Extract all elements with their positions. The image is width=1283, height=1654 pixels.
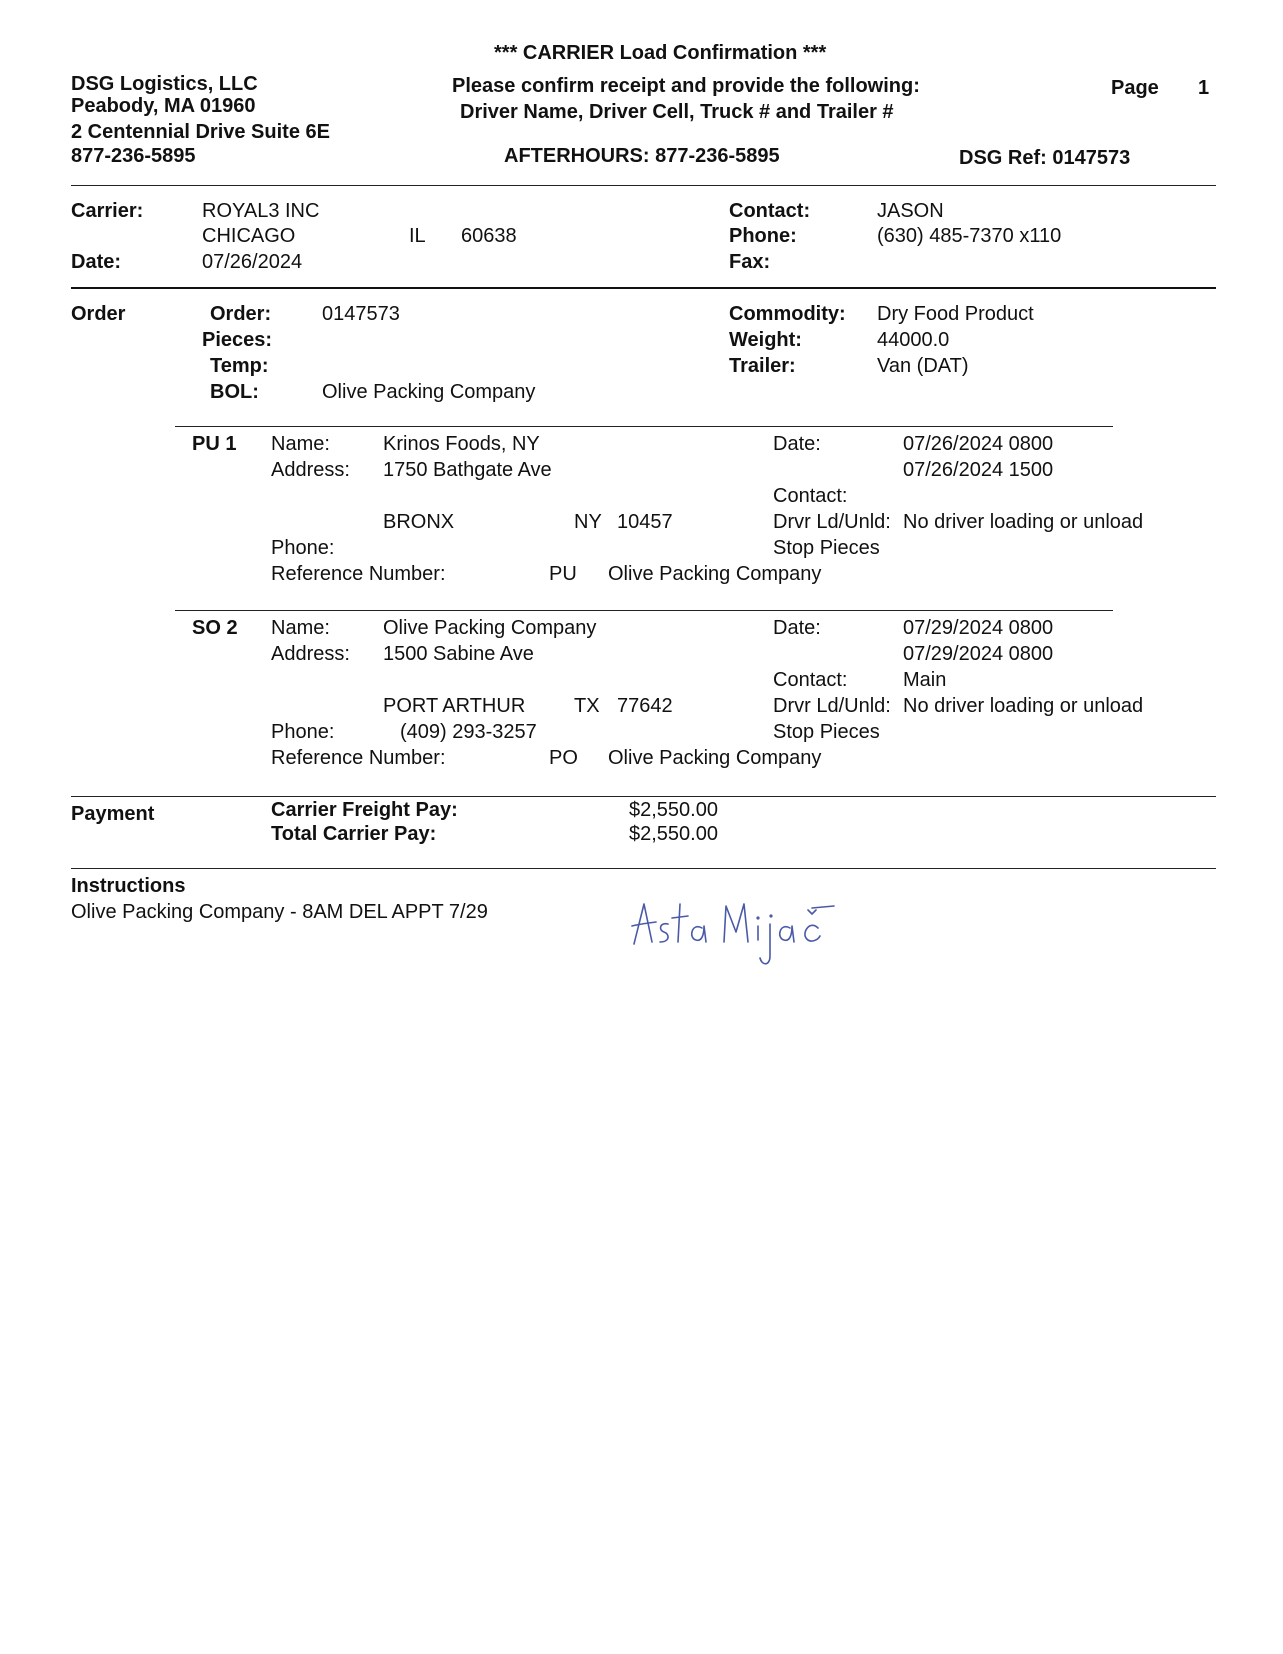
- stop-pieces-label: Stop Pieces: [773, 721, 880, 743]
- divider-carrier: [71, 287, 1216, 289]
- carrier-date: 07/26/2024: [202, 251, 303, 273]
- stop-date-label: Date:: [773, 433, 821, 455]
- carrier-zip: 60638: [461, 225, 517, 247]
- stop-contact: Main: [903, 669, 947, 691]
- instructions-heading: Instructions: [71, 875, 186, 897]
- carrier-phone: (630) 485-7370 x110: [877, 225, 1062, 247]
- dsg-ref: DSG Ref: 0147573: [959, 147, 1131, 169]
- stop-city: PORT ARTHUR: [383, 695, 526, 717]
- pieces-label: Pieces:: [202, 329, 273, 351]
- company-phone: 877-236-5895: [71, 145, 196, 167]
- afterhours-phone: AFTERHOURS: 877-236-5895: [504, 145, 780, 167]
- divider-stop-2: [175, 610, 1113, 611]
- order-section-label: Order: [71, 303, 126, 325]
- stop-name-label: Name:: [271, 617, 330, 639]
- total-carrier-pay-value: $2,550.00: [629, 823, 718, 845]
- carrier-state: IL: [409, 225, 426, 247]
- confirm-instructions-line2: Driver Name, Driver Cell, Truck # and Trailer #: [460, 101, 894, 123]
- stop-driver-load-label: Drvr Ld/Unld:: [773, 695, 891, 717]
- stop-address: 1750 Bathgate Ave: [383, 459, 552, 481]
- stop-phone-label: Phone:: [271, 537, 335, 559]
- stop-zip: 77642: [617, 695, 673, 717]
- trailer-value: Van (DAT): [877, 355, 969, 377]
- stop-name: Krinos Foods, NY: [383, 433, 540, 455]
- carrier-contact: JASON: [877, 200, 944, 222]
- divider-payment: [71, 796, 1216, 797]
- commodity-value: Dry Food Product: [877, 303, 1034, 325]
- company-city-state-zip: Peabody, MA 01960: [71, 95, 256, 117]
- order-number-label: Order:: [210, 303, 272, 325]
- page-label: Page: [1111, 77, 1159, 99]
- company-name: DSG Logistics, LLC: [71, 73, 258, 95]
- divider-instructions: [71, 868, 1216, 869]
- stop-reference-value: Olive Packing Company: [608, 747, 822, 769]
- commodity-label: Commodity:: [729, 303, 846, 325]
- handwritten-signature: [630, 898, 835, 978]
- stop-state: TX: [574, 695, 600, 717]
- stop-reference-type: PO: [549, 747, 578, 769]
- bol-value: Olive Packing Company: [322, 381, 536, 403]
- stop-contact-label: Contact:: [773, 485, 848, 507]
- stop-address: 1500 Sabine Ave: [383, 643, 534, 665]
- divider-stop-1: [175, 426, 1113, 427]
- carrier-city: CHICAGO: [202, 225, 296, 247]
- stop-zip: 10457: [617, 511, 673, 533]
- stop-address-label: Address:: [271, 643, 350, 665]
- confirm-instructions-line1: Please confirm receipt and provide the following:: [452, 75, 920, 97]
- carrier-freight-pay-label: Carrier Freight Pay:: [271, 799, 458, 821]
- carrier-contact-label: Contact:: [729, 200, 811, 222]
- order-number: 0147573: [322, 303, 400, 325]
- weight-value: 44000.0: [877, 329, 950, 351]
- stop-date-end: 07/26/2024 1500: [903, 459, 1054, 481]
- carrier-phone-label: Phone:: [729, 225, 797, 247]
- stop-code: PU 1: [192, 433, 237, 455]
- carrier-name: ROYAL3 INC: [202, 200, 320, 222]
- trailer-label: Trailer:: [729, 355, 796, 377]
- stop-code: SO 2: [192, 617, 238, 639]
- stop-pieces-label: Stop Pieces: [773, 537, 880, 559]
- stop-reference-label: Reference Number:: [271, 747, 446, 769]
- stop-name-label: Name:: [271, 433, 330, 455]
- stop-date-start: 07/26/2024 0800: [903, 433, 1054, 455]
- company-street: 2 Centennial Drive Suite 6E: [71, 121, 330, 143]
- stop-state: NY: [574, 511, 602, 533]
- bol-label: BOL:: [210, 381, 259, 403]
- stop-driver-load-value: No driver loading or unload: [903, 695, 1144, 717]
- stop-date-end: 07/29/2024 0800: [903, 643, 1054, 665]
- total-carrier-pay-label: Total Carrier Pay:: [271, 823, 437, 845]
- stop-name: Olive Packing Company: [383, 617, 597, 639]
- instructions-text: Olive Packing Company - 8AM DEL APPT 7/29: [71, 901, 488, 923]
- stop-reference-type: PU: [549, 563, 577, 585]
- stop-date-start: 07/29/2024 0800: [903, 617, 1054, 639]
- stop-contact-label: Contact:: [773, 669, 848, 691]
- temp-label: Temp:: [210, 355, 269, 377]
- carrier-fax-label: Fax:: [729, 251, 771, 273]
- carrier-date-label: Date:: [71, 251, 122, 273]
- page-number: 1: [1198, 77, 1210, 99]
- carrier-freight-pay-value: $2,550.00: [629, 799, 718, 821]
- document-title: *** CARRIER Load Confirmation ***: [494, 42, 827, 64]
- divider-header: [71, 185, 1216, 186]
- payment-section-label: Payment: [71, 803, 155, 825]
- stop-phone-label: Phone:: [271, 721, 335, 743]
- carrier-label: Carrier:: [71, 200, 144, 222]
- stop-date-label: Date:: [773, 617, 821, 639]
- stop-driver-load-label: Drvr Ld/Unld:: [773, 511, 891, 533]
- stop-reference-label: Reference Number:: [271, 563, 446, 585]
- stop-reference-value: Olive Packing Company: [608, 563, 822, 585]
- weight-label: Weight:: [729, 329, 802, 351]
- stop-driver-load-value: No driver loading or unload: [903, 511, 1144, 533]
- stop-phone: (409) 293-3257: [400, 721, 537, 743]
- stop-city: BRONX: [383, 511, 455, 533]
- stop-address-label: Address:: [271, 459, 350, 481]
